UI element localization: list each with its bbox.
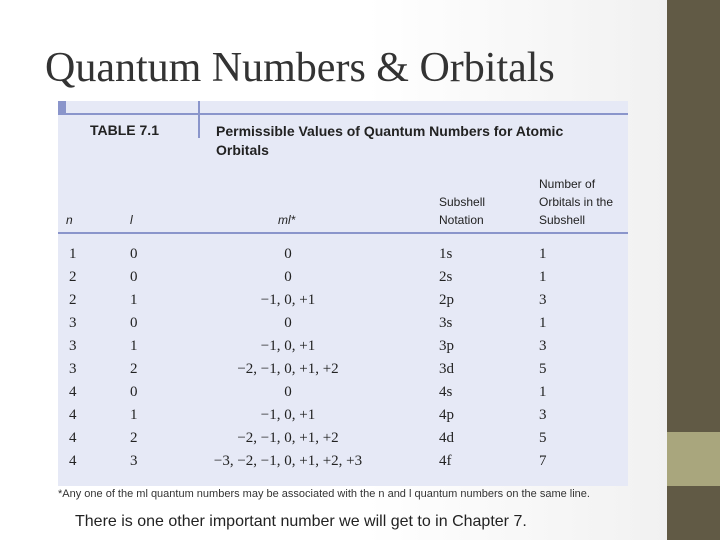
cell-orbitals: 3: [539, 407, 547, 423]
cell-l: 1: [130, 338, 138, 354]
side-bar-accent: [667, 432, 720, 486]
cell-l: 0: [130, 246, 138, 262]
cell-n: 1: [69, 246, 77, 262]
slide-title: Quantum Numbers & Orbitals: [45, 45, 555, 91]
cell-orbitals: 5: [539, 361, 547, 377]
cell-subshell: 4s: [439, 384, 453, 400]
table-label: TABLE 7.1: [90, 122, 159, 138]
cell-n: 3: [69, 315, 77, 331]
cell-subshell: 2s: [439, 269, 453, 285]
cell-l: 0: [130, 269, 138, 285]
cell-orbitals: 1: [539, 384, 547, 400]
cell-l: 2: [130, 430, 138, 446]
cell-n: 4: [69, 453, 77, 469]
cell-orbitals: 1: [539, 246, 547, 262]
side-bar-dark: [667, 0, 720, 432]
cell-subshell: 3d: [439, 361, 454, 377]
header-l: l: [130, 213, 133, 227]
cell-l: 1: [130, 292, 138, 308]
table-row: [58, 336, 628, 359]
cell-subshell: 3p: [439, 338, 454, 354]
header-orbitals: Number of Orbitals in the Subshell: [539, 177, 614, 227]
cell-n: 3: [69, 338, 77, 354]
cell-subshell: 4p: [439, 407, 454, 423]
cell-orbitals: 3: [539, 338, 547, 354]
table-row: [58, 428, 628, 451]
cell-n: 2: [69, 269, 77, 285]
cell-orbitals: 3: [539, 292, 547, 308]
cell-n: 4: [69, 384, 77, 400]
slide-caption: There is one other important number we will get to in Chapter 7.: [75, 513, 527, 530]
table-row: [58, 451, 628, 474]
cell-n: 3: [69, 361, 77, 377]
cell-n: 2: [69, 292, 77, 308]
cell-ml: −2, −1, 0, +1, +2: [237, 361, 339, 377]
table-row: [58, 382, 628, 405]
cell-ml: 0: [284, 384, 292, 400]
side-bar-bottom: [667, 486, 720, 540]
cell-l: 3: [130, 453, 138, 469]
table-top-rule: [58, 113, 628, 115]
quantum-table: [58, 101, 628, 486]
cell-l: 0: [130, 384, 138, 400]
cell-l: 0: [130, 315, 138, 331]
cell-subshell: 2p: [439, 292, 454, 308]
table-row: [58, 290, 628, 313]
table-tag-marker: [58, 101, 66, 113]
cell-subshell: 3s: [439, 315, 453, 331]
header-rule: [58, 232, 628, 234]
cell-ml: −3, −2, −1, 0, +1, +2, +3: [213, 453, 363, 469]
table-footnote: *Any one of the ml quantum numbers may be associated with the n and l quantum numbers on the same line.: [58, 488, 590, 500]
cell-n: 4: [69, 430, 77, 446]
table-row: [58, 359, 628, 382]
cell-ml: −1, 0, +1: [260, 292, 316, 308]
table-title-divider: [198, 101, 200, 138]
cell-n: 4: [69, 407, 77, 423]
table-row: [58, 313, 628, 336]
table-body: [58, 244, 628, 474]
cell-ml: −1, 0, +1: [260, 338, 316, 354]
cell-orbitals: 1: [539, 269, 547, 285]
table-title: Permissible Values of Quantum Numbers for Atomic Orbitals: [216, 123, 564, 158]
header-subshell: Subshell Notation: [439, 195, 486, 227]
cell-ml: −1, 0, +1: [260, 407, 316, 423]
cell-subshell: 4f: [439, 453, 452, 469]
table-row: [58, 267, 628, 290]
cell-orbitals: 1: [539, 315, 547, 331]
cell-ml: 0: [284, 246, 292, 262]
header-n: n: [66, 213, 73, 227]
table-row: [58, 244, 628, 267]
header-ml: ml*: [278, 213, 296, 227]
cell-ml: −2, −1, 0, +1, +2: [237, 430, 339, 446]
cell-ml: 0: [284, 315, 292, 331]
cell-l: 2: [130, 361, 138, 377]
cell-orbitals: 5: [539, 430, 547, 446]
cell-subshell: 4d: [439, 430, 454, 446]
cell-l: 1: [130, 407, 138, 423]
cell-subshell: 1s: [439, 246, 453, 262]
cell-ml: 0: [284, 269, 292, 285]
table-row: [58, 405, 628, 428]
cell-orbitals: 7: [539, 453, 547, 469]
